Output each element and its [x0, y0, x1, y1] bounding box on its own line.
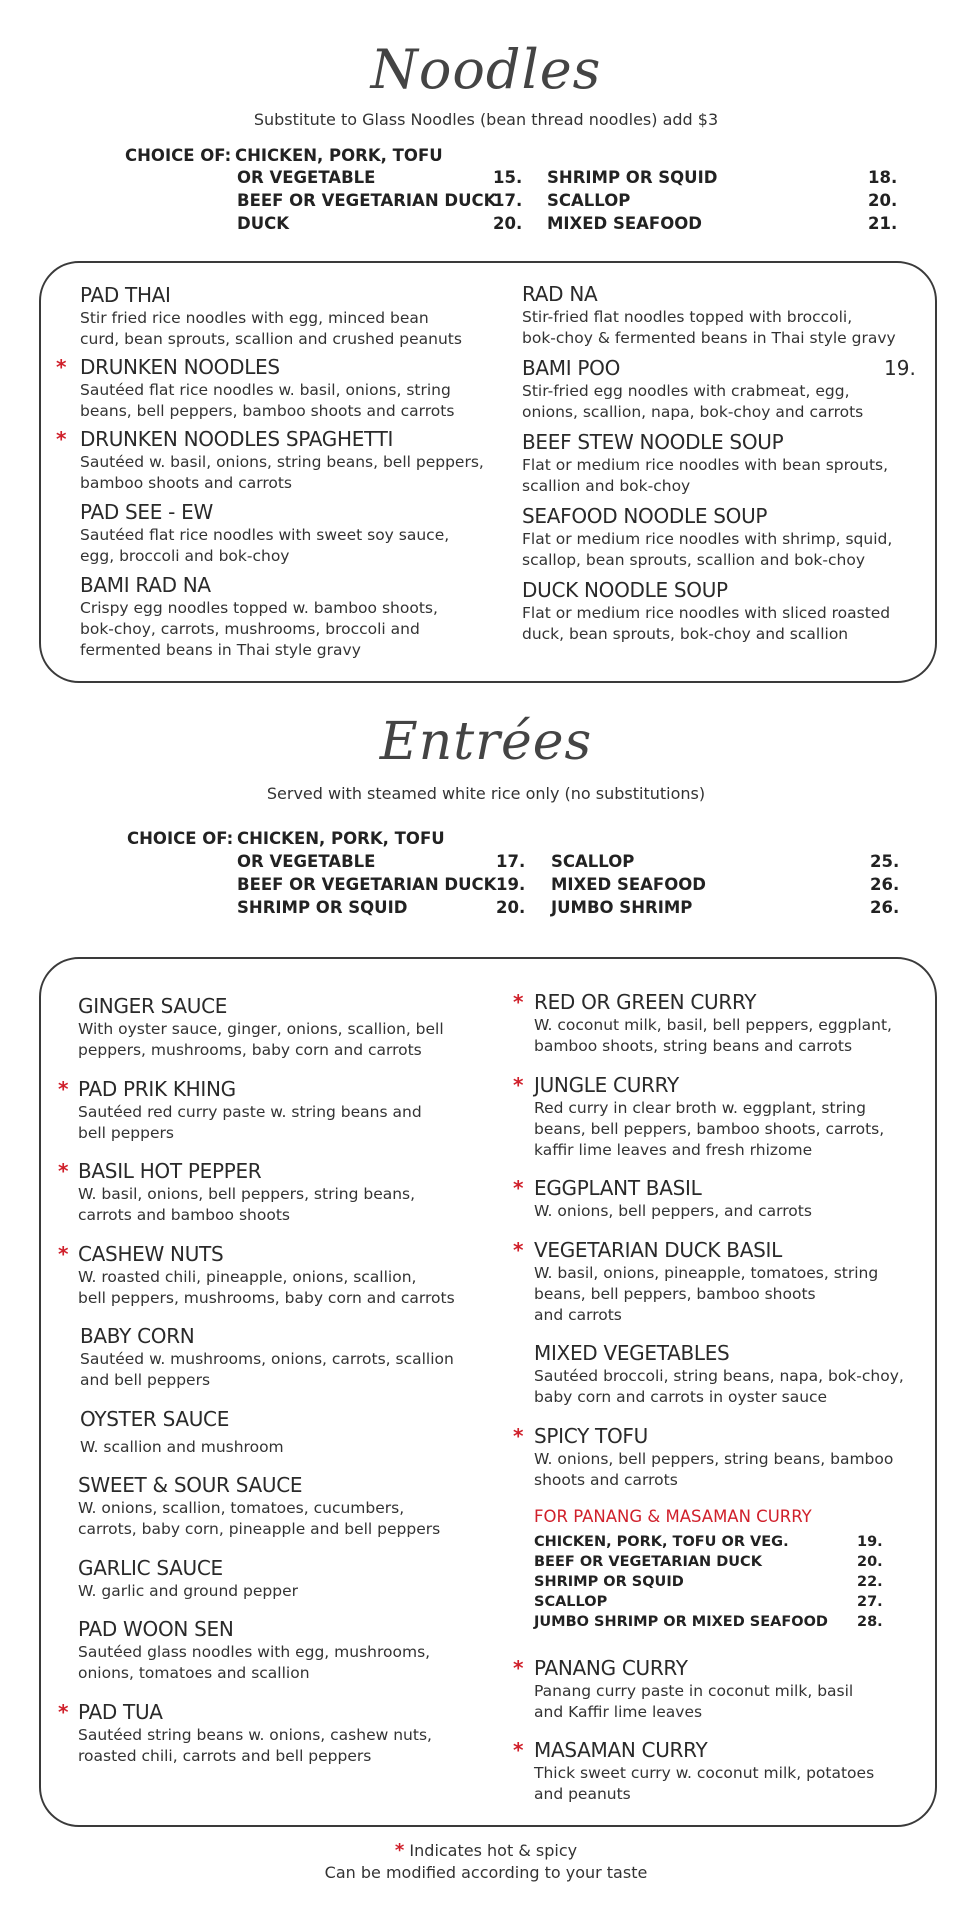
item-name: MIXED VEGETABLES	[534, 1341, 730, 1365]
item-name: DUCK NOODLE SOUP	[522, 578, 728, 602]
item-desc: Sautéed w. mushrooms, onions, carrots, scallion	[80, 1350, 454, 1368]
noodle-item	[522, 282, 932, 348]
noodles-choice-left-1: OR VEGETABLE	[237, 168, 376, 187]
noodles-choice-left-0: CHICKEN, PORK, TOFU	[235, 146, 443, 165]
item-name: BAMI RAD NA	[80, 573, 211, 597]
item-desc: Flat or medium rice noodles with shrimp, squid,	[522, 530, 893, 548]
item-name: PAD SEE - EW	[80, 500, 213, 524]
item-desc: Sautéed w. basil, onions, string beans, bell peppers,	[80, 453, 484, 471]
entrees-choice-label: CHOICE OF:	[127, 829, 234, 848]
item-desc: onions, scallion, napa, bok-choy and carrots	[522, 403, 864, 421]
spicy-star-icon: *	[56, 355, 67, 379]
item-desc: kaffir lime leaves and fresh rhizome	[534, 1141, 813, 1159]
item-name: PAD TUA	[78, 1700, 163, 1724]
entree-item	[534, 1238, 944, 1325]
curry-price-name: JUMBO SHRIMP OR MIXED SEAFOOD	[534, 1614, 828, 1630]
item-name: SEAFOOD NOODLE SOUP	[522, 504, 768, 528]
item-desc: Sautéed flat rice noodles w. basil, onions, string	[80, 381, 451, 399]
item-desc: W. basil, onions, pineapple, tomatoes, string	[534, 1264, 879, 1282]
item-desc: W. coconut milk, basil, bell peppers, eggplant,	[534, 1016, 892, 1034]
item-name: MASAMAN CURRY	[534, 1738, 708, 1762]
entrees-choice-right-1-price: 26.	[870, 875, 900, 894]
entree-item	[78, 1556, 488, 1601]
item-name: GARLIC SAUCE	[78, 1556, 223, 1580]
curry-price-value: 22.	[857, 1574, 883, 1590]
noodles-choice-label: CHOICE OF:	[125, 146, 232, 165]
spicy-star-icon: *	[56, 427, 67, 451]
noodle-item	[522, 578, 932, 644]
entrees-subtitle: Served with steamed white rice only (no substitutions)	[266, 784, 706, 803]
noodle-item	[522, 504, 932, 570]
item-desc: W. onions, scallion, tomatoes, cucumbers,	[78, 1499, 405, 1517]
item-desc: curd, bean sprouts, scallion and crushed peanuts	[80, 330, 462, 348]
noodles-choice-right-2-price: 21.	[868, 214, 898, 233]
noodles-choice-left-3: DUCK	[237, 214, 289, 233]
curry-price-name: CHICKEN, PORK, TOFU OR VEG.	[534, 1534, 789, 1550]
noodle-item	[522, 356, 932, 422]
item-name: SWEET & SOUR SAUCE	[78, 1473, 303, 1497]
item-desc: beans, bell peppers, bamboo shoots and carrots	[80, 402, 455, 420]
curry-price-value: 28.	[857, 1614, 883, 1630]
item-desc: beans, bell peppers, bamboo shoots, carrots,	[534, 1120, 885, 1138]
entrees-choice-left-3: SHRIMP OR SQUID	[237, 898, 408, 917]
item-name: BAMI POO	[522, 356, 621, 380]
item-desc: Sautéed flat rice noodles with sweet soy sauce,	[80, 526, 450, 544]
entrees-choice-left-1: OR VEGETABLE	[237, 852, 376, 871]
item-desc: Stir-fried flat noodles topped with broccoli,	[522, 308, 853, 326]
entree-item	[80, 1407, 490, 1457]
item-name: RAD NA	[522, 282, 598, 306]
noodles-subtitle: Substitute to Glass Noodles (bean thread noodles) add $3	[253, 110, 719, 129]
item-desc: shoots and carrots	[534, 1471, 678, 1489]
entree-item	[80, 1324, 490, 1390]
item-name: BASIL HOT PEPPER	[78, 1159, 262, 1183]
noodles-choice-left-2-price: 17.	[493, 191, 523, 210]
item-name: DRUNKEN NOODLES	[80, 355, 280, 379]
item-desc: and Kaffir lime leaves	[534, 1703, 703, 1721]
entrees-choice-right-2: JUMBO SHRIMP	[551, 898, 693, 917]
item-name: OYSTER SAUCE	[80, 1407, 230, 1431]
item-name: PAD PRIK KHING	[78, 1077, 236, 1101]
item-desc: onions, tomatoes and scallion	[78, 1664, 310, 1682]
item-desc: Stir-fried egg noodles with crabmeat, egg,	[522, 382, 850, 400]
noodle-item	[80, 427, 490, 493]
curry-price-name: SCALLOP	[534, 1594, 608, 1610]
item-desc: duck, bean sprouts, bok-choy and scallion	[522, 625, 849, 643]
entree-item	[78, 1473, 488, 1539]
noodle-item	[80, 283, 490, 349]
item-desc: Panang curry paste in coconut milk, basil	[534, 1682, 854, 1700]
noodles-choice-right-1-price: 20.	[868, 191, 898, 210]
item-desc: scallop, bean sprouts, scallion and bok-choy	[522, 551, 865, 569]
spicy-star-icon: *	[513, 1176, 524, 1200]
noodle-item	[80, 355, 490, 421]
entree-item	[534, 990, 944, 1056]
item-desc: Sautéed string beans w. onions, cashew nuts,	[78, 1726, 432, 1744]
item-desc: Sautéed broccoli, string beans, napa, bok-choy,	[534, 1367, 904, 1385]
item-name: PANANG CURRY	[534, 1656, 688, 1680]
item-desc: W. basil, onions, bell peppers, string beans,	[78, 1185, 416, 1203]
spicy-star-icon: *	[58, 1077, 69, 1101]
item-name: BABY CORN	[80, 1324, 195, 1348]
item-name: BEEF STEW NOODLE SOUP	[522, 430, 784, 454]
item-desc: Flat or medium rice noodles with bean sprouts,	[522, 456, 889, 474]
item-desc: W. roasted chili, pineapple, onions, scallion,	[78, 1268, 417, 1286]
item-name: RED OR GREEN CURRY	[534, 990, 757, 1014]
item-desc: Red curry in clear broth w. eggplant, string	[534, 1099, 866, 1117]
entrees-choice-right-1: MIXED SEAFOOD	[551, 875, 706, 894]
item-desc: and bell peppers	[80, 1371, 211, 1389]
spicy-star-icon: *	[513, 1073, 524, 1097]
spicy-star-icon: *	[58, 1700, 69, 1724]
item-name: GINGER SAUCE	[78, 994, 228, 1018]
noodles-choice-right-0: SHRIMP OR SQUID	[547, 168, 718, 187]
item-desc: bell peppers, mushrooms, baby corn and carrots	[78, 1289, 455, 1307]
item-desc: Sautéed red curry paste w. string beans and	[78, 1103, 422, 1121]
item-desc: Crispy egg noodles topped w. bamboo shoots,	[80, 599, 438, 617]
item-desc: carrots, baby corn, pineapple and bell peppers	[78, 1520, 441, 1538]
item-name: VEGETARIAN DUCK BASIL	[534, 1238, 782, 1262]
item-desc: bok-choy & fermented beans in Thai style gravy	[522, 329, 896, 347]
entree-item	[78, 1617, 488, 1683]
item-desc: bell peppers	[78, 1124, 174, 1142]
item-desc: roasted chili, carrots and bell peppers	[78, 1747, 372, 1765]
entrees-title: Entrées	[379, 712, 593, 772]
noodle-item	[80, 573, 490, 660]
curry-price-value: 27.	[857, 1594, 883, 1610]
item-desc: Flat or medium rice noodles with sliced roasted	[522, 604, 891, 622]
entree-item	[78, 1077, 488, 1143]
item-desc: With oyster sauce, ginger, onions, scallion, bell	[78, 1020, 444, 1038]
item-desc: W. scallion and mushroom	[80, 1438, 284, 1456]
item-name: DRUNKEN NOODLES SPAGHETTI	[80, 427, 394, 451]
item-desc: Stir fried rice noodles with egg, minced bean	[80, 309, 429, 327]
entree-item	[78, 1242, 488, 1308]
noodle-item	[522, 430, 932, 496]
curry-price-value: 19.	[857, 1534, 883, 1550]
spicy-star-icon: *	[513, 1238, 524, 1262]
item-name: SPICY TOFU	[534, 1424, 648, 1448]
curry-price-name: BEEF OR VEGETARIAN DUCK	[534, 1554, 762, 1570]
item-desc: beans, bell peppers, bamboo shoots	[534, 1285, 816, 1303]
spicy-star-icon: *	[58, 1159, 69, 1183]
entree-item	[534, 1738, 944, 1804]
spicy-star-icon: *	[513, 1656, 524, 1680]
noodles-choice-right-0-price: 18.	[868, 168, 898, 187]
noodles-title: Noodles	[370, 38, 602, 101]
item-desc: scallion and bok-choy	[522, 477, 691, 495]
entrees-choice-left-1-price: 17.	[496, 852, 526, 871]
noodles-choice-left-2: BEEF OR VEGETARIAN DUCK	[237, 191, 497, 210]
item-desc: carrots and bamboo shoots	[78, 1206, 290, 1224]
entrees-choice-right-0: SCALLOP	[551, 852, 635, 871]
noodles-choice-right-1: SCALLOP	[547, 191, 631, 210]
item-desc: Sautéed glass noodles with egg, mushrooms,	[78, 1643, 431, 1661]
entrees-choice-left-0: CHICKEN, PORK, TOFU	[237, 829, 445, 848]
noodle-item	[80, 500, 490, 566]
entree-item	[78, 1159, 488, 1225]
item-name: PAD THAI	[80, 283, 171, 307]
item-desc: Thick sweet curry w. coconut milk, potatoes	[534, 1764, 875, 1782]
entree-item	[534, 1341, 944, 1407]
item-desc: and peanuts	[534, 1785, 631, 1803]
item-desc: egg, broccoli and bok-choy	[80, 547, 290, 565]
spicy-star-icon: *	[513, 1424, 524, 1448]
footer-legend	[0, 1840, 972, 1861]
item-desc: bamboo shoots, string beans and carrots	[534, 1037, 853, 1055]
item-desc: W. onions, bell peppers, string beans, bamboo	[534, 1450, 894, 1468]
entree-item	[534, 1073, 944, 1160]
bami-poo-price: 19.	[884, 356, 916, 380]
curry-heading: FOR PANANG & MASAMAN CURRY	[534, 1507, 812, 1526]
spicy-star-icon: *	[513, 990, 524, 1014]
entree-item	[534, 1656, 944, 1722]
entree-item	[534, 1424, 944, 1490]
entree-item	[534, 1176, 944, 1221]
noodles-choice-left-1-price: 15.	[493, 168, 523, 187]
entree-item	[78, 1700, 488, 1766]
curry-price-value: 20.	[857, 1554, 883, 1570]
item-name: PAD WOON SEN	[78, 1617, 234, 1641]
item-desc: bok-choy, carrots, mushrooms, broccoli and	[80, 620, 420, 638]
entrees-choice-left-2: BEEF OR VEGETARIAN DUCK	[237, 875, 497, 894]
item-name: JUNGLE CURRY	[534, 1073, 679, 1097]
item-name: EGGPLANT BASIL	[534, 1176, 702, 1200]
entrees-choice-right-2-price: 26.	[870, 898, 900, 917]
item-desc: W. onions, bell peppers, and carrots	[534, 1202, 812, 1220]
item-desc: and carrots	[534, 1306, 622, 1324]
spicy-star-icon: *	[513, 1738, 524, 1762]
item-desc: fermented beans in Thai style gravy	[80, 641, 361, 659]
item-desc: bamboo shoots and carrots	[80, 474, 292, 492]
entrees-choice-right-0-price: 25.	[870, 852, 900, 871]
entrees-choice-left-2-price: 19.	[496, 875, 526, 894]
entrees-choice-left-3-price: 20.	[496, 898, 526, 917]
footer-note: Can be modified according to your taste	[324, 1863, 648, 1882]
entree-item	[78, 994, 488, 1060]
spicy-star-icon: *	[394, 1840, 405, 1861]
item-desc: W. garlic and ground pepper	[78, 1582, 298, 1600]
noodles-choice-left-3-price: 20.	[493, 214, 523, 233]
footer-legend-text: Indicates hot & spicy	[409, 1841, 578, 1860]
noodles-choice-right-2: MIXED SEAFOOD	[547, 214, 702, 233]
spicy-star-icon: *	[58, 1242, 69, 1266]
item-name: CASHEW NUTS	[78, 1242, 224, 1266]
curry-price-name: SHRIMP OR SQUID	[534, 1574, 684, 1590]
item-desc: peppers, mushrooms, baby corn and carrots	[78, 1041, 422, 1059]
item-desc: baby corn and carrots in oyster sauce	[534, 1388, 828, 1406]
